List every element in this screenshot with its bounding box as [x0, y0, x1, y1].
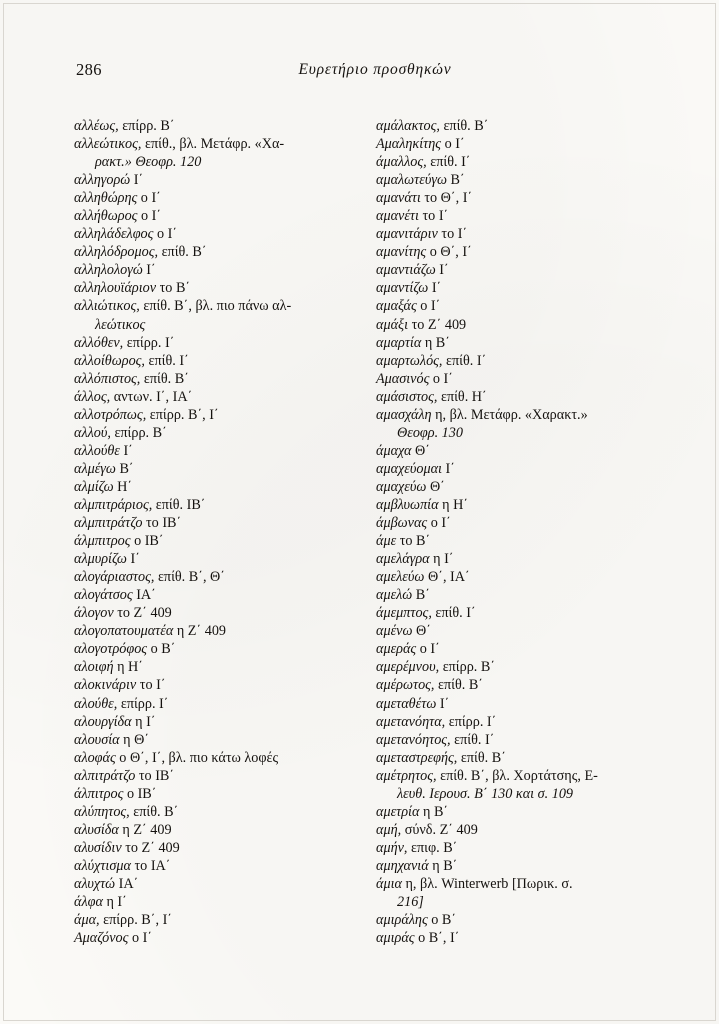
entry-headword: αμαχεύω [376, 478, 427, 495]
index-entry [376, 514, 652, 532]
index-entry [376, 695, 652, 713]
entry-reference: ο Ι΄ [416, 298, 441, 315]
index-entry [74, 352, 350, 370]
entry-headword: αμερέμνου, [376, 659, 440, 676]
index-entry [376, 171, 652, 189]
entry-headword: άμα, [74, 912, 100, 929]
entry-reference: Β΄ [412, 587, 430, 604]
entry-reference: επίρρ. Β΄ [110, 424, 167, 441]
entry-headword: άλφα [74, 894, 103, 911]
entry-headword: αλούθε, [74, 695, 118, 712]
entry-reference: επίθ. Β΄, βλ. Χορτάτσης, Ε- [436, 767, 598, 784]
index-entry [376, 767, 652, 803]
entry-headword: αλλήθωρος [74, 208, 138, 225]
index-entry [74, 767, 350, 785]
entry-reference: ο Ι΄ [441, 136, 465, 153]
entry-reference: Ι΄ [142, 262, 156, 279]
entry-reference: η Β΄ [419, 803, 449, 820]
entry-reference: το Ζ΄ 409 [408, 316, 467, 333]
entry-headword: αμανίτης [376, 244, 427, 261]
entry-headword: αμαλωτεύγω [376, 172, 447, 189]
entry-headword: αλλιώτικος, [74, 298, 140, 315]
entry-continuation: 216] [397, 894, 424, 911]
index-entry [74, 297, 350, 333]
entry-continuation: λεώτικος [95, 316, 146, 333]
entry-headword: αμαρτωλός, [376, 352, 443, 369]
entry-headword: αμαρτία [376, 334, 422, 351]
entry-headword: αλλού, [74, 424, 111, 441]
index-entry [74, 478, 350, 496]
index-entry [376, 279, 652, 297]
entry-headword: αμανάτι [376, 190, 421, 207]
index-entry [376, 640, 652, 658]
entry-headword: αμαχεύομαι [376, 460, 442, 477]
entry-headword: αμέτρητος, [376, 767, 437, 784]
entry-reference: ΙΑ΄ [132, 587, 156, 604]
entry-reference: Ι΄ [126, 551, 140, 568]
entry-headword: αμετανόητος, [376, 731, 451, 748]
entry-headword: άλμπιτρος [74, 533, 131, 550]
entry-continuation: λευθ. Ιερουσ. Β΄ 130 και σ. 109 [397, 785, 574, 802]
entry-headword: άμβωνας [376, 515, 428, 532]
entry-reference: επίθ. Β΄ [457, 749, 506, 766]
entry-reference: ο ΙΒ΄ [130, 533, 164, 550]
entry-headword: αμβλυωπία [376, 496, 439, 513]
entry-headword: άμαλλος, [376, 154, 427, 171]
entry-reference: το Ζ΄ 409 [121, 839, 180, 856]
entry-reference: επίθ., βλ. Μετάφρ. «Χα- [141, 136, 285, 153]
entry-headword: αμασχάλη [376, 406, 432, 423]
running-head [74, 60, 652, 86]
index-entry [376, 622, 652, 640]
entry-reference: η Ι΄ [429, 551, 454, 568]
entry-reference: Θ΄, ΙΑ΄ [424, 569, 470, 586]
entry-reference: η Ι΄ [102, 894, 127, 911]
entry-headword: αλπιτράτζο [74, 767, 136, 784]
index-entry [376, 658, 652, 676]
entry-headword: αλογοπατουματέα [74, 623, 174, 640]
entry-headword: αλλόπιστος, [74, 370, 141, 387]
entry-reference: ο Ι΄ [429, 370, 453, 387]
entry-headword: αλμπιτράτζο [74, 515, 143, 532]
index-entry [74, 622, 350, 640]
entry-reference: επίθ. Ι΄ [450, 731, 495, 748]
entry-headword: άμαχα [376, 442, 412, 459]
index-entry [376, 135, 652, 153]
entry-headword: Αμαληκίτης [376, 136, 442, 153]
entry-headword: αλλέως, [74, 118, 119, 134]
index-entry [74, 243, 350, 261]
index-entry [376, 460, 652, 478]
entry-reference: το Β΄ [156, 280, 191, 297]
entry-headword: αλληθώρης [74, 190, 138, 207]
entry-reference: ο Ι΄ [427, 515, 451, 532]
entry-reference: το Ζ΄ 409 [113, 605, 172, 622]
entry-reference: ο Ι΄ [153, 226, 178, 243]
entry-reference: επίθ. Ι΄ [144, 352, 189, 369]
entry-reference: το Ι΄ [136, 677, 166, 694]
index-entry [74, 893, 350, 911]
entry-reference: ο Β΄, Ι΄ [414, 930, 460, 947]
entry-headword: αμελάγρα [376, 551, 430, 568]
entry-reference: επίρρ. Β΄, Ι΄ [99, 912, 173, 929]
index-entry [74, 370, 350, 388]
entry-reference: επίρρ. Β΄ [439, 659, 496, 676]
index-entry [376, 334, 652, 352]
entry-headword: αμελώ [376, 587, 413, 604]
entry-reference: επίθ. Β΄ [434, 677, 484, 694]
entry-reference: επίθ. ΙΒ΄ [152, 496, 206, 513]
entry-headword: αλλόθεν, [74, 334, 124, 351]
entry-reference: Η΄ [113, 478, 133, 495]
entry-headword: αμετρία [376, 803, 420, 820]
entry-headword: αλλούθε [74, 442, 120, 459]
entry-headword: αλυσίδιν [74, 839, 122, 856]
entry-reference: η Θ΄ [119, 731, 150, 748]
index-entry [376, 442, 652, 460]
entry-headword: άλογον [74, 605, 114, 622]
entry-headword: αμετανόητα, [376, 713, 446, 730]
entry-reference: το Ι΄ [418, 208, 449, 225]
index-entry [376, 370, 652, 388]
entry-continuation: Θεοφρ. 130 [397, 424, 463, 441]
entry-headword: αλογοτρόφος [74, 641, 148, 658]
index-entry [376, 604, 652, 622]
entry-reference: η Η΄ [438, 496, 469, 513]
index-entry [376, 117, 652, 135]
index-entry [376, 839, 652, 857]
entry-headword: άμια [376, 875, 402, 892]
entry-headword: αλμίζω [74, 478, 114, 495]
entry-reference: το Θ΄, Ι΄ [420, 190, 473, 207]
entry-reference: η, βλ. Winterwerb [Πωρικ. σ. [401, 875, 573, 892]
entry-reference: επίθ. Ι΄ [442, 352, 487, 369]
entry-headword: αλμπιτράριος, [74, 496, 153, 513]
index-entry [74, 785, 350, 803]
entry-reference: επιφ. Β΄ [407, 839, 458, 856]
index-entry [376, 676, 652, 694]
index-entry [74, 514, 350, 532]
entry-reference: ΙΑ΄ [115, 875, 139, 892]
index-entry [74, 225, 350, 243]
entry-reference: η Β΄ [428, 857, 458, 874]
entry-headword: αλμέγω [74, 460, 116, 477]
entry-reference: Β΄ [446, 172, 465, 189]
entry-reference: το ΙΒ΄ [135, 767, 175, 784]
entry-headword: αμεράς [376, 641, 417, 658]
index-entry [74, 568, 350, 586]
index-entry [376, 821, 652, 839]
entry-headword: αμαντιάζω [376, 262, 436, 279]
index-entry [376, 243, 652, 261]
index-entry [74, 604, 350, 622]
entry-headword: αμεταστρεφής, [376, 749, 458, 766]
index-entry [74, 695, 350, 713]
entry-headword: αμάλακτος, [376, 118, 440, 134]
entry-reference: ο Θ΄, Ι΄, βλ. πιο κάτω λοφές [115, 749, 279, 766]
entry-headword: αλληλουϊάριον [74, 280, 157, 297]
index-entry [376, 189, 652, 207]
index-column-right [376, 117, 652, 947]
entry-reference: Ι΄ [441, 460, 455, 477]
entry-headword: άμε [376, 533, 397, 550]
entry-headword: άλλος, [74, 388, 111, 405]
index-entry [74, 207, 350, 225]
entry-reference: η Ι΄ [131, 713, 156, 730]
index-entry [74, 279, 350, 297]
index-entry [74, 857, 350, 875]
index-entry [74, 839, 350, 857]
entry-headword: αλυχτώ [74, 875, 116, 892]
index-entry [376, 713, 652, 731]
entry-headword: αλύπητος, [74, 803, 130, 820]
entry-headword: αλυσίδα [74, 821, 119, 838]
entry-reference: επίθ. Β΄ [439, 118, 489, 134]
entry-headword: αλληλάδελφος [74, 226, 154, 243]
entry-reference: επίθ. Β΄, βλ. πιο πάνω αλ- [139, 298, 292, 315]
entry-headword: αλλεώτικος, [74, 136, 142, 153]
entry-reference: επίθ. Β΄, Θ΄ [154, 569, 226, 586]
entry-reference: Ι΄ [428, 280, 442, 297]
entry-headword: αμέρωτος, [376, 677, 435, 694]
entry-headword: αμιράς [376, 930, 415, 947]
entry-reference: ο Ι΄ [416, 641, 440, 658]
entry-reference: ο Ι΄ [137, 208, 162, 225]
index-entry [74, 821, 350, 839]
index-entry [74, 911, 350, 929]
entry-headword: αλύχτισμα [74, 857, 131, 874]
index-entry [74, 117, 350, 135]
entry-reference: ο Ι΄ [128, 930, 153, 947]
entry-reference: επίθ. Β΄ [140, 370, 189, 387]
entry-headword: αλογάτσος [74, 587, 133, 604]
entry-headword: αμαξάς [376, 298, 417, 315]
index-entry [74, 713, 350, 731]
entry-headword: αλογάριαστος, [74, 569, 155, 586]
index-entry [376, 875, 652, 911]
entry-reference: σύνδ. Ζ΄ 409 [401, 821, 478, 838]
index-entry [376, 297, 652, 315]
entry-reference: Β΄ [115, 460, 134, 477]
index-entry [376, 532, 652, 550]
index-entry [74, 496, 350, 514]
entry-headword: αμήν, [376, 839, 408, 856]
entry-reference: επίρρ. Ι΄ [117, 695, 169, 712]
running-title: Ευρετήριο προσθηκών [298, 61, 452, 78]
page-content [74, 60, 652, 947]
index-entry [74, 460, 350, 478]
entry-continuation: ρακτ.» Θεοφρ. 120 [95, 154, 202, 171]
index-entry [376, 586, 652, 604]
entry-headword: Αμασινός [376, 370, 430, 387]
index-entry [74, 424, 350, 442]
index-entry [74, 586, 350, 604]
entry-reference: Θ΄ [426, 478, 445, 495]
entry-reference: το ΙΑ΄ [130, 857, 171, 874]
entry-reference: ο Θ΄, Ι΄ [426, 244, 472, 261]
entry-reference: η Β΄ [421, 334, 450, 351]
entry-headword: αλλοτρόπως, [74, 406, 147, 423]
entry-reference: ο Ι΄ [137, 190, 161, 207]
index-entry [376, 225, 652, 243]
index-entry [74, 749, 350, 767]
entry-reference: Ι΄ [119, 442, 133, 459]
index-entry [376, 207, 652, 225]
index-entry [74, 731, 350, 749]
entry-reference: επίθ. Β΄ [129, 803, 179, 820]
index-entry [74, 442, 350, 460]
index-entry [376, 478, 652, 496]
index-entry [74, 676, 350, 694]
entry-headword: αμάξι [376, 316, 409, 333]
entry-reference: επίρρ. Β΄, Ι΄ [146, 406, 219, 423]
index-entry [376, 929, 652, 947]
entry-reference: ο Β΄ [427, 912, 457, 929]
entry-headword: αλουργίδα [74, 713, 132, 730]
index-entry [376, 857, 652, 875]
index-column-left [74, 117, 350, 947]
entry-headword: αλληγορώ [74, 172, 131, 189]
index-entry [376, 496, 652, 514]
index-entry [74, 135, 350, 171]
index-entry [74, 388, 350, 406]
entry-headword: αμή, [376, 821, 402, 838]
entry-headword: αμηχανιά [376, 857, 429, 874]
index-entry [376, 803, 652, 821]
index-entry [376, 406, 652, 442]
index-entry [376, 550, 652, 568]
index-entry [74, 550, 350, 568]
entry-reference: το Β΄ [396, 533, 431, 550]
entry-headword: αμεταθέτω [376, 695, 437, 712]
entry-headword: αλληλόδρομος, [74, 244, 159, 261]
entry-reference: επίθ. Ι΄ [426, 154, 471, 171]
index-entry [376, 352, 652, 370]
entry-headword: αμελεύω [376, 569, 425, 586]
entry-reference: Ι΄ [436, 695, 450, 712]
index-entry [376, 911, 652, 929]
entry-headword: αλλοίθωρος, [74, 352, 145, 369]
entry-headword: άλπιτρος [74, 785, 124, 802]
entry-reference: η Ζ΄ 409 [173, 623, 227, 640]
entry-reference: επίρρ. Β΄ [118, 118, 175, 134]
entry-reference: η Ζ΄ 409 [118, 821, 172, 838]
entry-headword: άμεμπτος, [376, 605, 432, 622]
entry-headword: αμένω [376, 623, 413, 640]
entry-reference: ο ΙΒ΄ [123, 785, 157, 802]
index-entry [74, 406, 350, 424]
index-entry [74, 658, 350, 676]
entry-reference: Θ΄ [412, 623, 432, 640]
entry-reference: ο Β΄ [147, 641, 176, 658]
entry-reference: Ι΄ [130, 172, 144, 189]
entry-reference: επίθ. Η΄ [437, 388, 487, 405]
index-columns [74, 117, 652, 947]
entry-reference: η, βλ. Μετάφρ. «Χαρακτ.» [431, 406, 588, 423]
page-number: 286 [76, 60, 102, 79]
index-entry [376, 153, 652, 171]
index-entry [74, 261, 350, 279]
entry-headword: αμιράλης [376, 912, 428, 929]
entry-headword: αλοκινάριν [74, 677, 137, 694]
entry-headword: αλμυρίζω [74, 551, 127, 568]
index-entry [74, 532, 350, 550]
index-entry [376, 316, 652, 334]
entry-headword: Αμαζόνος [74, 930, 129, 947]
index-entry [74, 803, 350, 821]
index-entry [376, 731, 652, 749]
entry-reference: Ι΄ [435, 262, 449, 279]
entry-headword: αμάσιστος, [376, 388, 438, 405]
index-entry [376, 749, 652, 767]
entry-reference: το Ι΄ [437, 226, 468, 243]
entry-headword: αλληλολογώ [74, 262, 143, 279]
entry-reference: επίθ. Β΄ [158, 244, 207, 261]
entry-reference: αντων. Ι΄, ΙΑ΄ [110, 388, 193, 405]
entry-reference: επίθ. Ι΄ [431, 605, 476, 622]
index-entry [376, 388, 652, 406]
entry-headword: αλοιφή [74, 659, 114, 676]
entry-headword: αμαντίζω [376, 280, 429, 297]
entry-reference: επίρρ. Ι΄ [445, 713, 497, 730]
entry-reference: το ΙΒ΄ [142, 515, 182, 532]
index-entry [74, 929, 350, 947]
index-entry [74, 171, 350, 189]
entry-headword: αμανέτι [376, 208, 419, 225]
entry-headword: αλουσία [74, 731, 120, 748]
entry-headword: αμανιτάριν [376, 226, 438, 243]
index-entry [74, 640, 350, 658]
index-entry [74, 875, 350, 893]
index-entry [376, 261, 652, 279]
entry-reference: Θ΄ [411, 442, 430, 459]
index-entry [74, 189, 350, 207]
index-entry [74, 334, 350, 352]
index-entry [376, 568, 652, 586]
entry-headword: αλοφάς [74, 749, 116, 766]
entry-reference: επίρρ. Ι΄ [123, 334, 175, 351]
entry-reference: η Η΄ [113, 659, 143, 676]
